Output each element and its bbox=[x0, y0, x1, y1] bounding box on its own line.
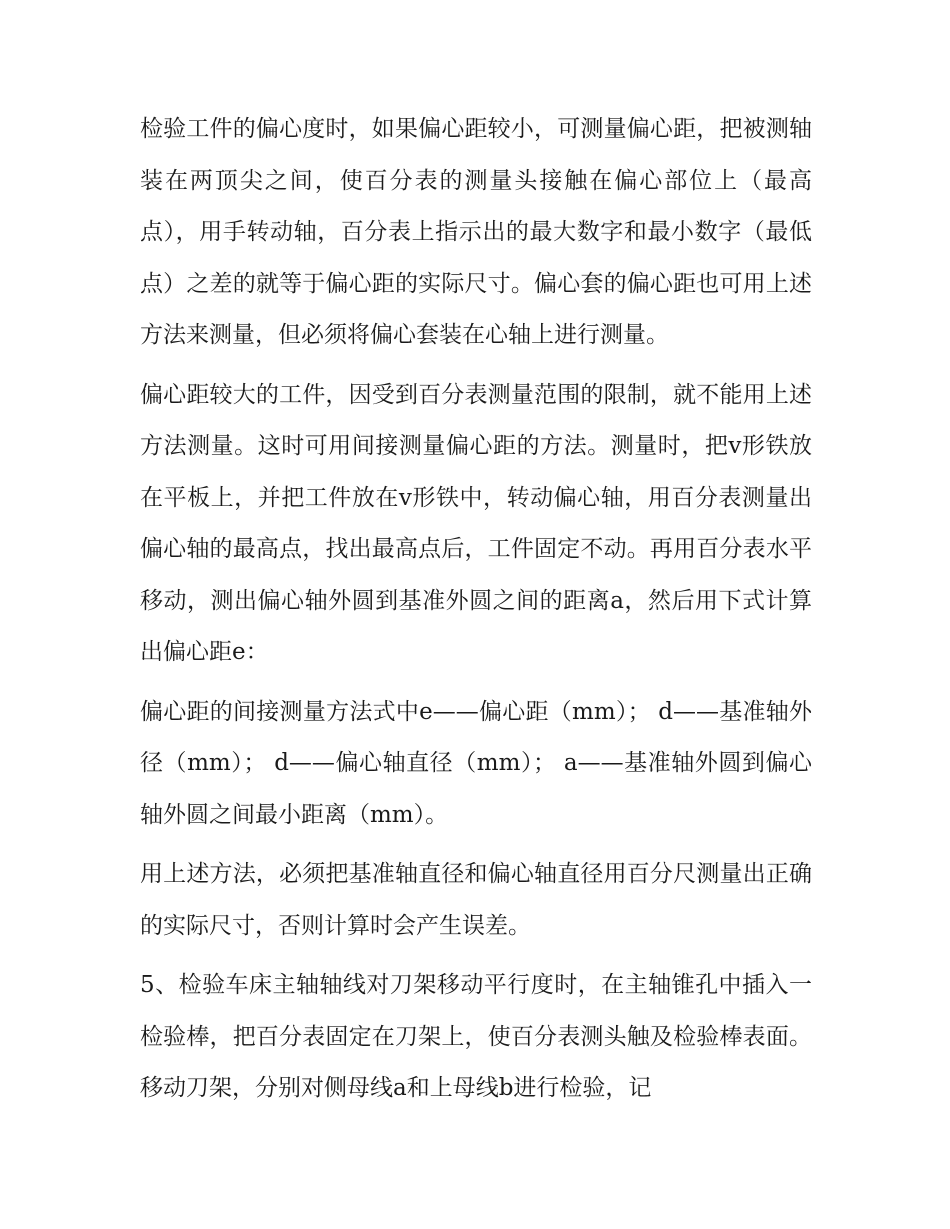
paragraph-eccentricity-small: 检验工件的偏心度时，如果偏心距较小，可测量偏心距，把被测轴装在两顶尖之间，使百分表的测量头接触在偏心部位上（最高点），用手转动轴，百分表上指示出的最大数字和最小数字（最低点）之差的就等于偏心距的实际尺寸。偏心套的偏心距也可用上述方法来测量，但必须将偏心套装在心轴上进行测量。 bbox=[140, 116, 812, 348]
paragraph-eccentricity-large: 偏心距较大的工件，因受到百分表测量范围的限制，就不能用上述方法测量。这时可用间接测量偏心距的方法。测量时，把v形铁放在平板上，并把工件放在v形铁中，转动偏心轴，用百分表测量出偏心轴的最高点，找出最高点后，工件固定不动。再用百分表水平移动，测出偏心轴外圆到基准外圆之间的距离a，然后用下式计算出偏心距e： bbox=[140, 381, 812, 665]
paragraph-formula-legend: 偏心距的间接测量方法式中e——偏心距（mm）； d——基准轴外径（mm）； d——偏心轴直径（mm）； a——基准轴外圆到偏心轴外圆之间最小距离（mm）。 bbox=[140, 698, 812, 828]
paragraph-spindle-parallelism: 5、检验车床主轴轴线对刀架移动平行度时，在主轴锥孔中插入一检验棒，把百分表固定在刀架上，使百分表测头触及检验棒表面。移动刀架，分别对侧母线a和上母线b进行检验，记 bbox=[140, 972, 812, 1101]
paragraph-measurement-note: 用上述方法，必须把基准轴直径和偏心轴直径用百分尺测量出正确的实际尺寸，否则计算时会产生误差。 bbox=[140, 861, 812, 939]
document-body bbox=[140, 104, 812, 1123]
